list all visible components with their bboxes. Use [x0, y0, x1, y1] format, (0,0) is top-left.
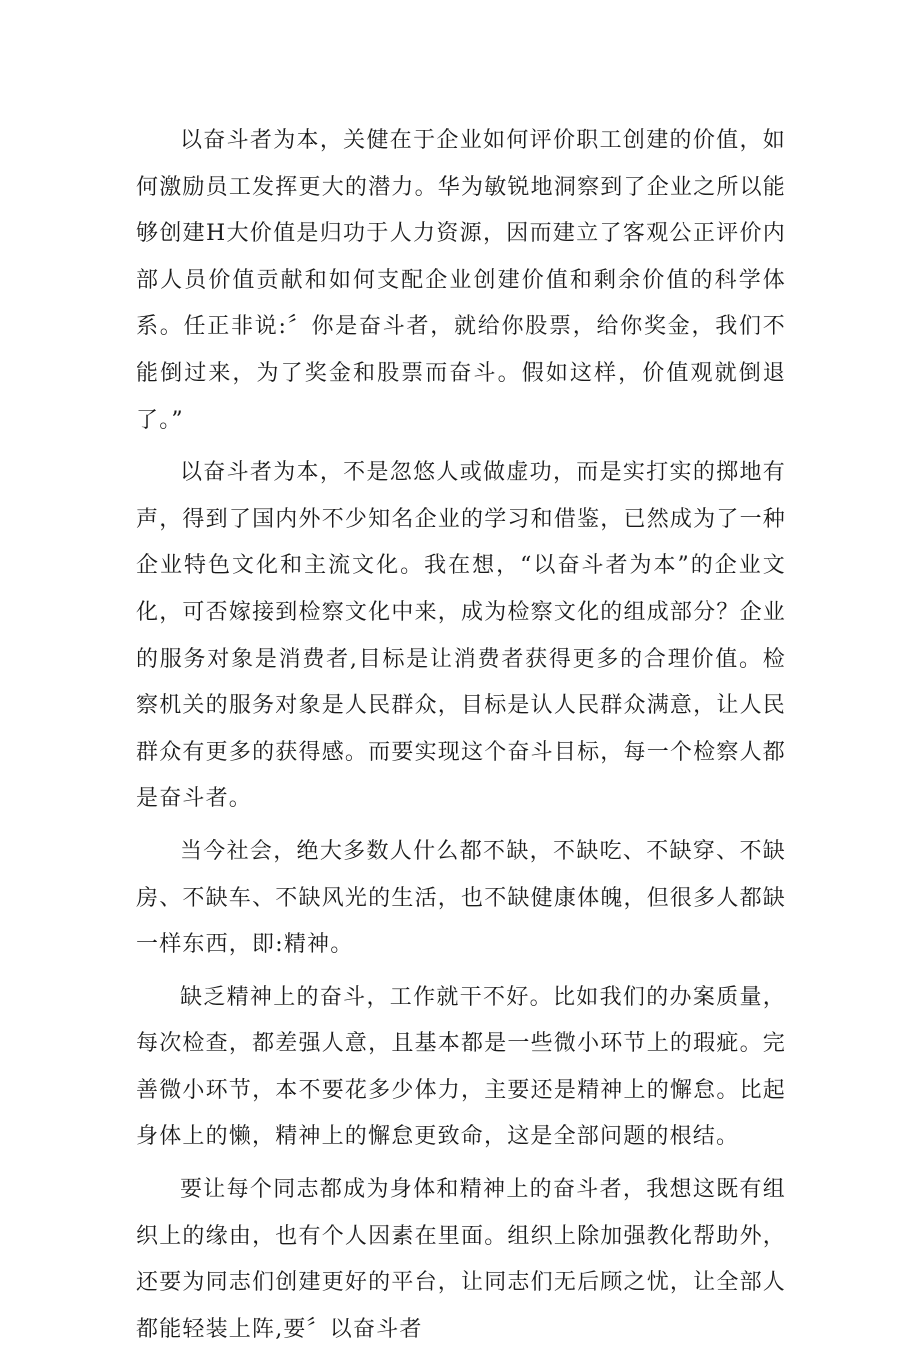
- paragraph: 要让每个同志都成为身体和精神上的奋斗者，我想这既有组织上的缘由，也有个人因素在里面。组织上除加强教化帮助外，还要为同志们创建更好的平台，让同志们无后顾之忧，让全部人都能轻装上阵,要〞以奋斗者: [136, 1177, 786, 1342]
- document-body: [136, 118, 786, 1359]
- paragraph: 以奋斗者为本，不是忽悠人或做虚功，而是实打实的掷地有声，得到了国内外不少知名企业的学习和借鉴，已然成为了一种企业特色文化和主流文化。我在想，“以奋斗者为本”的企业文化，可否嫁接到检察文化中来，成为检察文化的组成部分？企业的服务对象是消费者,目标是让消费者获得更多的合理价值。检察机关的服务对象是人民群众，目标是认人民群众满意，让人民群众有更多的获得感。而要实现这个奋斗目标，每一个检察人都是奋斗者。: [136, 460, 786, 812]
- paragraph: 以奋斗者为本，关健在于企业如何评价职工创建的价值，如何激励员工发挥更大的潜力。华为敏锐地洞察到了企业之所以能够创建H大价值是归功于人力资源，因而建立了客观公正评价内部人员价值贡献和如何支配企业创建价值和剩余价值的科学体系。任正非说:〞你是奋斗者，就给你股票，给你奖金，我们不能倒过来，为了奖金和股票而奋斗。假如这样，价值观就倒退了。”: [136, 128, 786, 433]
- paragraph: 当今社会，绝大多数人什么都不缺，不缺吃、不缺穿、不缺房、不缺车、不缺风光的生活，也不缺健康体魄，但很多人都缺一样东西，即:精神。: [136, 838, 786, 958]
- paragraph: 缺乏精神上的奋斗，工作就干不好。比如我们的办案质量，每次检查，都差强人意，且基本都是一些微小环节上的瑕疵。完善微小环节，本不要花多少体力，主要还是精神上的懈怠。比起身体上的懒，精神上的懈怠更致命，这是全部问题的根结。: [136, 984, 786, 1150]
